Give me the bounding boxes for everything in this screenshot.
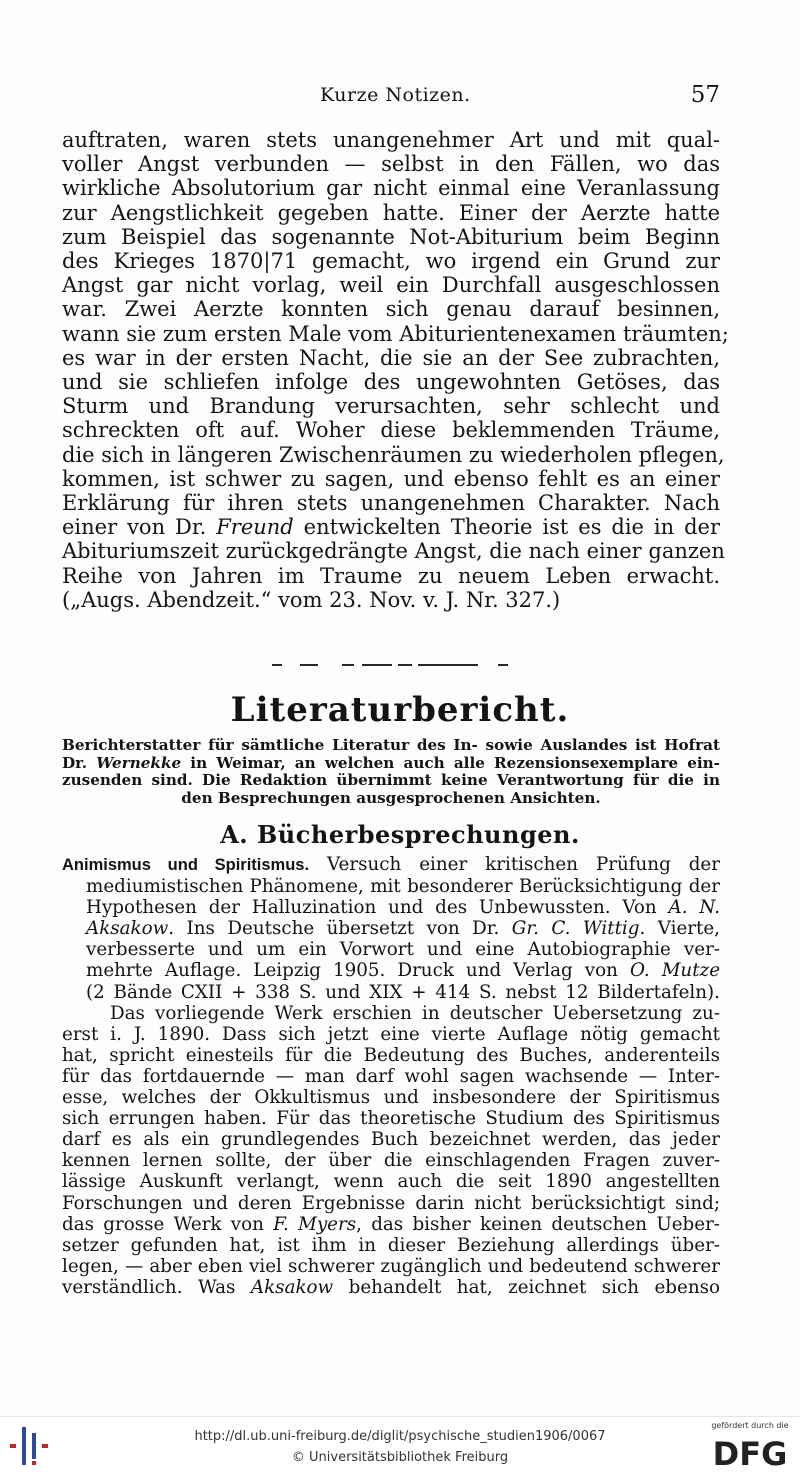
text-line: Erklärung für ihren stets unangenehmen Charakter. Nach bbox=[62, 491, 720, 516]
running-title: Kurze Notizen. bbox=[320, 84, 471, 106]
review-line: sich errungen haben. Für das theoretische Studium des Spiritismus bbox=[62, 1108, 720, 1130]
text-line: des Krieges 1870|71 gemacht, wo irgend ein Grund zur bbox=[62, 249, 720, 274]
note-line: Dr. Wernekke in Weimar, an welchen auch alle Rezensionsexemplare ein- bbox=[62, 753, 720, 772]
review-line: legen, — aber eben viel schwerer zugänglich und bedeutend schwerer bbox=[62, 1255, 720, 1277]
review-line: das grosse Werk von F. Myers, das bisher keinen deutschen Ueber- bbox=[62, 1213, 720, 1235]
review-line: hat, spricht einesteils für die Bedeutung des Buches, anderenteils bbox=[62, 1044, 720, 1066]
text-line: Sturm und Brandung verursachten, sehr schlecht und bbox=[62, 394, 720, 419]
text-line: Angst gar nicht vorlag, weil ein Durchfall ausgeschlossen bbox=[62, 273, 720, 298]
review-line: kennen lernen sollte, der über die einschlagenden Fragen zuver- bbox=[62, 1150, 720, 1172]
review-line: mehrte Auflage. Leipzig 1905. Druck und Verlag von O. Mutze bbox=[86, 960, 721, 982]
review-line bbox=[62, 854, 720, 876]
text-line: war. Zwei Aerzte konnten sich genau darauf besinnen, bbox=[62, 297, 720, 322]
note-line: den Besprechungen ausgesprochenen Ansichten. bbox=[181, 789, 601, 808]
note-line: Berichterstatter für sämtliche Literatur des In- sowie Auslandes ist Hofrat bbox=[62, 736, 720, 754]
review-line: lässige Auskunft verlangt, wenn auch die seit 1890 angestellten bbox=[62, 1171, 720, 1193]
dfg-logo[interactable] bbox=[708, 1421, 792, 1471]
editorial-note bbox=[62, 737, 720, 808]
review-line-text: Versuch einer kritischen Prüfung der bbox=[327, 854, 720, 875]
dfg-caption: gefördert durch die bbox=[711, 1421, 789, 1430]
review-line: setzer gefunden hat, ist ihm in dieser Beziehung allerdings über- bbox=[62, 1234, 720, 1256]
copyright-notice: © Universitätsbibliothek Freiburg bbox=[291, 1450, 509, 1465]
review-line: (2 Bände CXII + 338 S. und XIX + 414 S. nebst 12 Bildertafeln). bbox=[86, 981, 720, 1003]
review-line: darf es als ein grundlegendes Buch bezeichnet werden, das jeder bbox=[62, 1129, 720, 1151]
book-review bbox=[62, 854, 720, 1298]
review-line: verständlich. Was Aksakow behandelt hat, zeichnet sich ebenso bbox=[62, 1276, 720, 1298]
dfg-logo-text: DFG bbox=[712, 1435, 788, 1471]
text-line: („Augs. Abendzeit.“ vom 23. Nov. v. J. Nr. 327.) bbox=[62, 587, 561, 612]
text-line: Abituriumszeit zurückgedrängte Angst, die nach einer ganzen bbox=[62, 539, 725, 564]
text-line: wirkliche Absolutorium gar nicht einmal eine Veranlassung bbox=[62, 176, 720, 201]
text-line: voller Angst verbunden — selbst in den Fällen, wo das bbox=[62, 152, 720, 177]
running-head bbox=[62, 84, 720, 114]
text-line: zur Aengstlichkeit gegeben hatte. Einer der Aerzte hatte bbox=[62, 200, 720, 225]
text-line: kommen, ist schwer zu sagen, und ebenso fehlt es an einer bbox=[62, 466, 720, 491]
text-line: und sie schliefen infolge des ungewohnten Getöses, das bbox=[62, 370, 720, 395]
text-line: zum Beispiel das sogenannte Not-Abiturium beim Beginn bbox=[62, 224, 720, 249]
review-keyword: Animismus und Spiritismus. bbox=[62, 856, 310, 874]
body-text bbox=[62, 128, 729, 612]
text-line: die sich in längeren Zwischenräumen zu wiederholen pflegen, bbox=[62, 442, 725, 467]
dfg-logo-icon bbox=[708, 1431, 792, 1471]
page-number: 57 bbox=[690, 82, 720, 108]
section-title: Literaturbericht. bbox=[230, 690, 570, 730]
review-line: erst i. J. 1890. Dass sich jetzt eine vierte Auflage nötig gemacht bbox=[62, 1023, 720, 1045]
permalink-url[interactable]: http://dl.ub.uni-freiburg.de/diglit/psychische_studien1906/0067 bbox=[194, 1429, 606, 1444]
review-line: Hypothesen der Halluzination und des Unbewussten. Von A. N. bbox=[86, 897, 720, 919]
viewer-footer bbox=[0, 1416, 800, 1473]
review-line: Das vorliegende Werk erschien in deutscher Uebersetzung zu- bbox=[110, 1002, 720, 1024]
review-line: Aksakow. Ins Deutsche übersetzt von Dr. Gr. C. Wittig. Vierte, bbox=[86, 918, 720, 940]
review-line: Forschungen und deren Ergebnisse darin nicht berücksichtigt sind; bbox=[62, 1192, 720, 1214]
text-line: Reihe von Jahren im Traume zu neuem Leben erwacht. bbox=[62, 563, 720, 588]
text-line: einer von Dr. Freund entwickelten Theorie ist es die in der bbox=[62, 515, 720, 540]
review-line: mediumistischen Phänomene, mit besonderer Berücksichtigung der bbox=[86, 876, 720, 898]
review-line: verbesserte und um ein Vorwort und eine Autobiographie ver- bbox=[86, 939, 720, 961]
review-line: esse, welches der Okkultismus und insbesondere der Spiritismus bbox=[62, 1087, 720, 1109]
text-line: wann sie zum ersten Male vom Abiturientenexamen träumten; bbox=[62, 321, 729, 346]
text-line: es war in der ersten Nacht, die sie an der See zubrachten, bbox=[62, 345, 720, 370]
note-line: zusenden sind. Die Redaktion übernimmt keine Verantwortung für die in bbox=[62, 771, 720, 790]
section-divider bbox=[272, 664, 508, 666]
text-line: schreckten oft auf. Woher diese beklemmenden Träume, bbox=[62, 418, 720, 443]
subsection-title: A. Bücherbesprechungen. bbox=[220, 820, 580, 849]
review-line: für das fortdauernde — man darf wohl sagen wachsende — Inter- bbox=[62, 1065, 720, 1087]
text-line: auftraten, waren stets unangenehmer Art und mit qual- bbox=[62, 128, 720, 152]
